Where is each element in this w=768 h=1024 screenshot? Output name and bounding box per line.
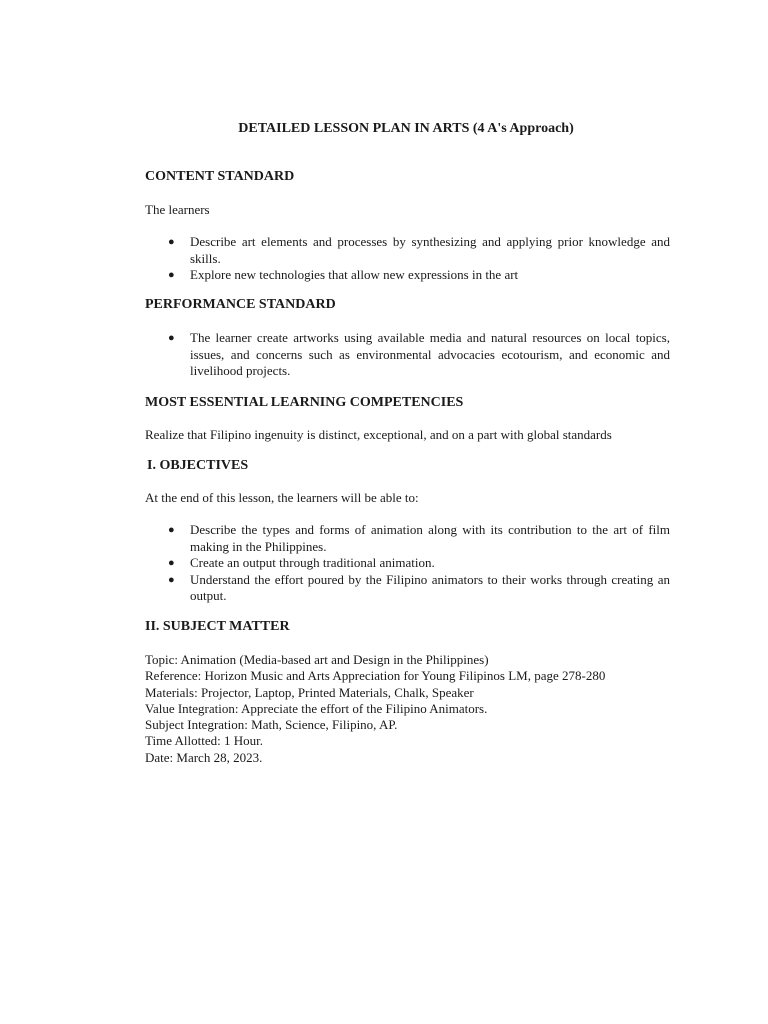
document-title: DETAILED LESSON PLAN IN ARTS (4 A's Approach) [238,121,574,136]
bullet-icon: ● [168,236,175,248]
bullet-icon: ● [168,524,175,536]
subject-matter-reference: Reference: Horizon Music and Arts Appreciation for Young Filipinos LM, page 278-280 [145,668,606,684]
performance-standard-heading: PERFORMANCE STANDARD [145,297,336,312]
content-standard-list [145,234,670,284]
subject-matter-time-allotted: Time Allotted: 1 Hour. [145,733,263,749]
subject-matter-topic: Topic: Animation (Media-based art and Design in the Philippines) [145,652,489,667]
bullet-icon: ● [168,573,175,586]
bullet-icon: ● [168,269,175,281]
objectives-intro: At the end of this lesson, the learners will be able to: [145,490,419,505]
content-standard-intro: The learners [145,202,210,217]
list-item: ● Understand the effort poured by the Filipino animators to their works through creating an output. [168,571,670,603]
subject-matter-lines [145,652,605,766]
bullet-icon: ● [168,332,175,344]
bullet-icon: ● [168,557,175,569]
list-item: ● Create an output through traditional animation. [168,555,435,570]
subject-matter-subject-integration: Subject Integration: Math, Science, Filipino, AP. [145,717,398,733]
list-item: ● The learner create artworks using available media and natural resources on local topics, issues, and concerns such as environmental advocacies ecotourism, and economic and livelihood projects. [168,330,670,378]
objectives-heading: I. OBJECTIVES [147,458,249,473]
subject-matter-date: Date: March 28, 2023. [145,749,263,765]
list-item: ● Describe art elements and processes by synthesizing and applying prior knowledge and skills. [168,234,670,266]
objectives-list [145,522,670,605]
list-item: ● Describe the types and forms of animation along with its contribution to the art of film making in the Philippines. [168,522,670,554]
subject-matter-heading: II. SUBJECT MATTER [145,619,290,634]
subject-matter-value-integration: Value Integration: Appreciate the effort of the Filipino Animators. [145,700,488,716]
content-standard-heading: CONTENT STANDARD [145,169,295,184]
melc-heading: MOST ESSENTIAL LEARNING COMPETENCIES [145,395,464,410]
subject-matter-materials: Materials: Projector, Laptop, Printed Materials, Chalk, Speaker [145,684,474,700]
melc-text: Realize that Filipino ingenuity is distinct, exceptional, and on a part with global standards [145,427,612,442]
performance-standard-list [145,330,670,380]
list-item: ● Explore new technologies that allow new expressions in the art [168,267,519,282]
